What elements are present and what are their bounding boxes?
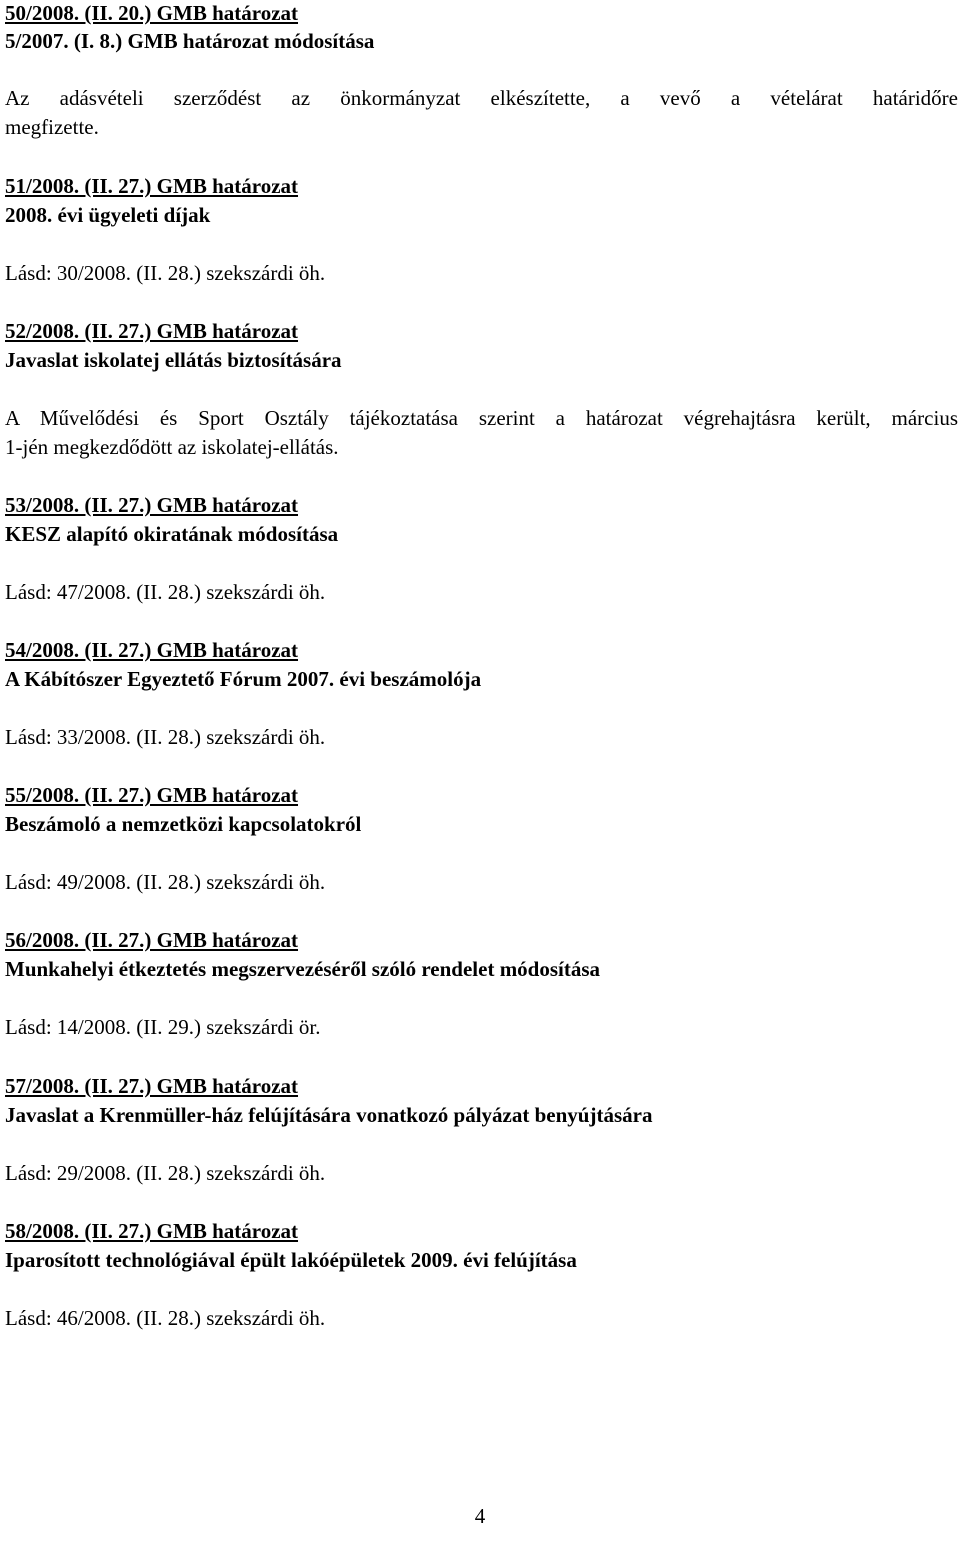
resolution-title: A Kábítószer Egyeztető Fórum 2007. évi beszámolója [5,667,482,691]
resolution-number: 55/2008. (II. 27.) GMB határozat [5,783,299,807]
resolution-title: Javaslat a Krenmüller-ház felújítására vonatkozó pályázat benyújtására [5,1103,653,1127]
resolution-body-line: A Művelődési és Sport Osztály tájékoztatása szerint a határozat végrehajtásra került, március [5,406,958,430]
resolution-number: 56/2008. (II. 27.) GMB határozat [5,928,299,952]
resolution-body-line: Lásd: 30/2008. (II. 28.) szekszárdi öh. [5,261,326,285]
resolution-number: 54/2008. (II. 27.) GMB határozat [5,638,299,662]
resolution-number: 52/2008. (II. 27.) GMB határozat [5,319,299,343]
resolution-title: KESZ alapító okiratának módosítása [5,522,339,546]
resolution-body-line: Lásd: 33/2008. (II. 28.) szekszárdi öh. [5,725,326,749]
resolution-title: Munkahelyi étkeztetés megszervezéséről szóló rendelet módosítása [5,957,601,981]
resolution-title: 2008. évi ügyeleti díjak [5,203,211,227]
resolution-body-line: Lásd: 46/2008. (II. 28.) szekszárdi öh. [5,1306,326,1330]
resolution-title: Beszámoló a nemzetközi kapcsolatokról [5,812,362,836]
resolution-number: 51/2008. (II. 27.) GMB határozat [5,174,299,198]
resolution-title: Javaslat iskolatej ellátás biztosítására [5,348,342,372]
resolution-body-line: Lásd: 47/2008. (II. 28.) szekszárdi öh. [5,580,326,604]
resolution-title: 5/2007. (I. 8.) GMB határozat módosítása [5,29,375,53]
resolution-number: 50/2008. (II. 20.) GMB határozat [5,1,299,25]
resolution-number: 57/2008. (II. 27.) GMB határozat [5,1074,299,1098]
resolution-body-line: Lásd: 29/2008. (II. 28.) szekszárdi öh. [5,1161,326,1185]
resolution-body-line: megfizette. [5,115,99,139]
resolution-body-line: 1-jén megkezdődött az iskolatej-ellátás. [5,435,339,459]
resolution-body-line: Lásd: 14/2008. (II. 29.) szekszárdi ör. [5,1015,321,1039]
resolution-number: 53/2008. (II. 27.) GMB határozat [5,493,299,517]
resolution-title: Iparosított technológiával épült lakóépületek 2009. évi felújítása [5,1248,577,1272]
resolution-number: 58/2008. (II. 27.) GMB határozat [5,1219,299,1243]
resolution-body-line: Lásd: 49/2008. (II. 28.) szekszárdi öh. [5,870,326,894]
page-number: 4 [474,1504,486,1528]
resolution-body-line: Az adásvételi szerződést az önkormányzat elkészítette, a vevő a vételárat határidőre [5,86,958,110]
